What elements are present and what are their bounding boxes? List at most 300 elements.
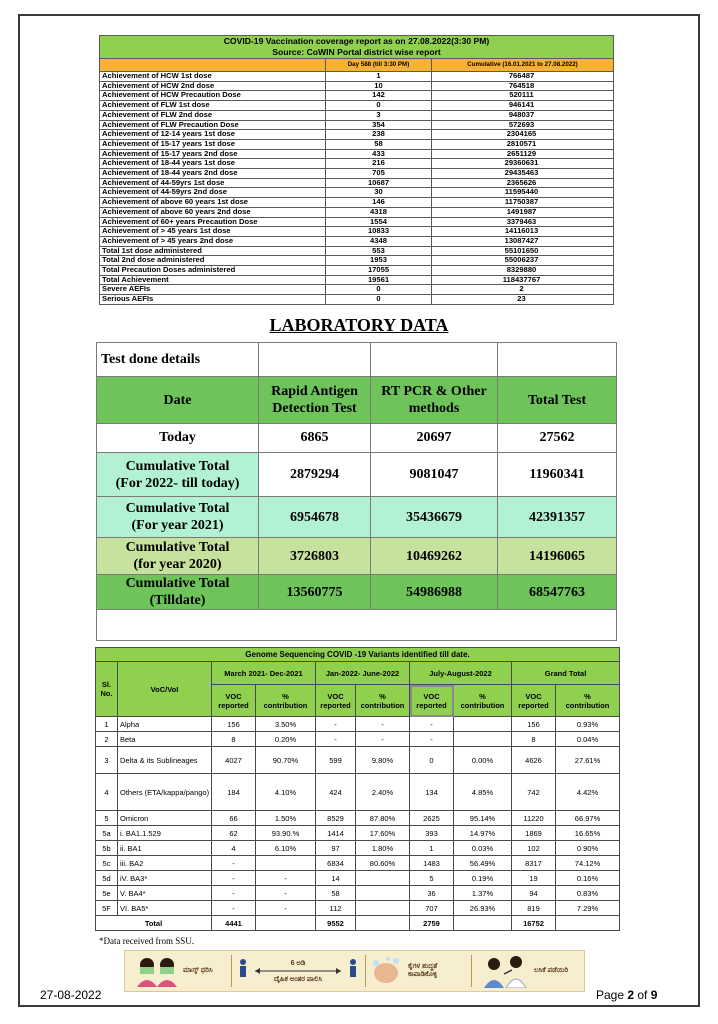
voc-line1: VOC — [225, 691, 242, 701]
header-rapid-line2: Detection Test — [272, 401, 357, 416]
vaccination-cumulative-value: 118437767 — [432, 275, 614, 285]
vaccination-cumulative-value: 11750387 — [432, 198, 614, 208]
header-period: July-August-2022 — [410, 662, 512, 685]
lab-date-line2: (for year 2020) — [133, 557, 222, 572]
vaccination-icon — [480, 954, 530, 988]
variant-voc: 1869 — [512, 826, 556, 841]
variant-sl: 5a — [96, 826, 118, 841]
vaccination-label: Achievement of 44-59yrs 2nd dose — [100, 188, 326, 198]
variant-pct: 14.97% — [454, 826, 512, 841]
empty-cell — [259, 343, 371, 377]
variant-voc: - — [316, 732, 356, 747]
variant-voc: 184 — [212, 774, 256, 811]
header-voc-voi: VoC/VoI — [118, 662, 212, 717]
variant-sl: 5c — [96, 856, 118, 871]
variant-pct: - — [256, 871, 316, 886]
variant-pct: 80.60% — [356, 856, 410, 871]
vaccination-row — [100, 246, 614, 256]
variant-pct: 74.12% — [556, 856, 620, 871]
vaccination-day-value: 10 — [326, 81, 432, 91]
vaccination-row — [100, 159, 614, 169]
variant-pct — [356, 871, 410, 886]
total-voc: 4441 — [212, 916, 256, 931]
vaccination-cumulative-value: 29435463 — [432, 169, 614, 179]
vaccination-row — [100, 198, 614, 208]
variant-pct: 0.19% — [454, 871, 512, 886]
genome-table — [95, 647, 620, 931]
total-voc: 2759 — [410, 916, 454, 931]
vaccination-label: Achievement of FLW Precaution Dose — [100, 120, 326, 130]
variant-name: ii. BA1 — [118, 841, 212, 856]
voc-line2: reported — [518, 700, 549, 710]
vaccination-label: Total 2nd dose administered — [100, 256, 326, 266]
variant-voc: 66 — [212, 811, 256, 826]
vaccination-cumulative-value: 14116013 — [432, 227, 614, 237]
lab-rtpcr-value: 54986988 — [371, 575, 498, 610]
lab-date-cell — [97, 575, 259, 610]
voc-line1: VOC — [525, 691, 542, 701]
header-sl-no: Sl. No. — [96, 662, 118, 717]
variant-voc: 134 — [410, 774, 454, 811]
banner-vaccine-text: ಲಸಿಕೆ ಪಡೆಯಿರಿ — [534, 967, 569, 974]
variant-name: Alpha — [118, 717, 212, 732]
variant-row — [96, 811, 620, 826]
vaccination-cumulative-value: 55101650 — [432, 246, 614, 256]
variant-pct: - — [356, 717, 410, 732]
pct-line1: % — [282, 691, 289, 701]
variant-pct: 0.00% — [454, 747, 512, 774]
header-period: Grand Total — [512, 662, 620, 685]
handwash-icon — [368, 955, 404, 987]
variant-sl: 5F — [96, 901, 118, 916]
lab-rtpcr-value: 35436679 — [371, 497, 498, 538]
vaccination-day-value: 146 — [326, 198, 432, 208]
variant-row — [96, 747, 620, 774]
variant-sl: 1 — [96, 717, 118, 732]
vaccination-cumulative-value: 764518 — [432, 81, 614, 91]
vaccination-row — [100, 149, 614, 159]
variant-voc: 8529 — [316, 811, 356, 826]
header-total-test: Total Test — [498, 377, 617, 424]
variant-voc: - — [212, 886, 256, 901]
variant-pct: 1.80% — [356, 841, 410, 856]
vaccination-source: Source: CoWIN Portal district wise report — [100, 47, 614, 59]
lab-date-line2: (For year 2021) — [131, 518, 224, 533]
vaccination-row — [100, 178, 614, 188]
total-label: Total — [96, 916, 212, 931]
laboratory-table — [96, 342, 617, 641]
variant-voc: 1414 — [316, 826, 356, 841]
header-rtpcr-line1: RT PCR & Other — [381, 384, 487, 399]
lab-rapid-value: 6954678 — [259, 497, 371, 538]
variant-voc: 8 — [512, 732, 556, 747]
variant-row — [96, 841, 620, 856]
vaccination-cumulative-value: 946141 — [432, 101, 614, 111]
variant-voc: 819 — [512, 901, 556, 916]
variant-voc: 36 — [410, 886, 454, 901]
vaccination-label: Achievement of 60+ years Precaution Dose — [100, 217, 326, 227]
vaccination-row — [100, 130, 614, 140]
variant-pct: - — [256, 886, 316, 901]
variant-voc: 8317 — [512, 856, 556, 871]
vaccination-day-value: 354 — [326, 120, 432, 130]
variant-row — [96, 732, 620, 747]
variant-pct: 17.60% — [356, 826, 410, 841]
lab-row — [97, 497, 617, 538]
footer-date: 27-08-2022 — [40, 988, 102, 1002]
test-done-label: Test done details — [97, 343, 259, 377]
banner-mask-text: ಮಾಸ್ಕ್ ಧರಿಸಿ — [183, 967, 213, 974]
vaccination-cumulative-value: 2365626 — [432, 178, 614, 188]
pct-line2: contribution — [460, 700, 505, 710]
handwash-segment — [367, 951, 469, 991]
distance-segment — [233, 951, 363, 991]
lab-empty-row — [97, 610, 617, 641]
header-voc-reported — [410, 685, 454, 717]
lab-row — [97, 453, 617, 497]
header-rapid-antigen — [259, 377, 371, 424]
variant-voc: 393 — [410, 826, 454, 841]
variant-voc: - — [212, 871, 256, 886]
header-voc-reported — [316, 685, 356, 717]
variant-voc: 4626 — [512, 747, 556, 774]
vaccine-segment — [473, 951, 581, 991]
variant-voc: 2625 — [410, 811, 454, 826]
vaccination-cumulative-value: 23 — [432, 295, 614, 305]
lab-rapid-value: 13560775 — [259, 575, 371, 610]
variant-name: VI. BA5* — [118, 901, 212, 916]
vaccination-day-value: 58 — [326, 139, 432, 149]
vaccination-label: Total Precaution Doses administered — [100, 266, 326, 276]
vaccination-label: Achievement of HCW 1st dose — [100, 72, 326, 82]
vaccination-cumulative-value: 2304165 — [432, 130, 614, 140]
lab-date-line1: Cumulative Total — [125, 576, 230, 591]
header-period: March 2021- Dec-2021 — [212, 662, 316, 685]
vaccination-label: Achievement of 44-59yrs 1st dose — [100, 178, 326, 188]
pct-line1: % — [479, 691, 486, 701]
header-percent-contribution — [454, 685, 512, 717]
vaccination-cumulative-value: 55006237 — [432, 256, 614, 266]
vaccination-label: Achievement of 15-17 years 1st dose — [100, 139, 326, 149]
variant-pct: 3.50% — [256, 717, 316, 732]
variant-pct: - — [356, 732, 410, 747]
variant-pct: 7.29% — [556, 901, 620, 916]
voc-line2: reported — [320, 700, 351, 710]
variant-voc: 8 — [212, 732, 256, 747]
variant-sl: 5d — [96, 871, 118, 886]
vaccination-day-value: 1554 — [326, 217, 432, 227]
variant-pct: 56.49% — [454, 856, 512, 871]
vaccination-label: Achievement of above 60 years 2nd dose — [100, 207, 326, 217]
variant-row — [96, 826, 620, 841]
vaccination-label: Achievement of 18-44 years 2nd dose — [100, 169, 326, 179]
variant-voc: - — [410, 732, 454, 747]
empty-cell — [356, 916, 410, 931]
page-number — [596, 988, 657, 1002]
variant-pct: 6.10% — [256, 841, 316, 856]
mask-segment — [129, 951, 229, 991]
variant-pct: 16.65% — [556, 826, 620, 841]
banner-handwash-text: ಕೈಗಳ ಶುದ್ಧತೆ ಕಾಪಾಡಿಕೊಳ್ಳಿ — [408, 963, 438, 978]
lab-rtpcr-value: 10469262 — [371, 538, 498, 575]
vaccination-label: Total Achievement — [100, 275, 326, 285]
vaccination-cumulative-value: 1491987 — [432, 207, 614, 217]
variant-row — [96, 774, 620, 811]
vaccination-row — [100, 139, 614, 149]
banner-divider — [471, 955, 472, 987]
pct-line2: contribution — [360, 700, 405, 710]
variant-pct — [454, 732, 512, 747]
pct-line1: % — [584, 691, 591, 701]
empty-cell — [97, 610, 617, 641]
vaccination-header-cumulative: Cumulative (16.01.2021 to 27.08.2022) — [432, 59, 614, 72]
pct-line2: contribution — [263, 700, 308, 710]
vaccination-title: COVID-19 Vaccination coverage report as on 27.08.2022(3:30 PM) — [100, 36, 614, 48]
empty-cell — [454, 916, 512, 931]
vaccination-row — [100, 72, 614, 82]
variant-pct: 9.80% — [356, 747, 410, 774]
variant-pct: 0.03% — [454, 841, 512, 856]
vaccination-cumulative-value: 766487 — [432, 72, 614, 82]
variant-pct: 0.90% — [556, 841, 620, 856]
vaccination-label: Achievement of > 45 years 1st dose — [100, 227, 326, 237]
vaccination-label: Achievement of HCW 2nd dose — [100, 81, 326, 91]
vaccination-day-value: 142 — [326, 91, 432, 101]
variant-voc: 5 — [410, 871, 454, 886]
pct-line2: contribution — [565, 700, 610, 710]
vaccination-day-value: 19561 — [326, 275, 432, 285]
vaccination-cumulative-value: 29360631 — [432, 159, 614, 169]
lab-date-line1: Cumulative Total — [125, 501, 230, 516]
variant-row — [96, 886, 620, 901]
variant-voc: 6834 — [316, 856, 356, 871]
header-percent-contribution — [256, 685, 316, 717]
variant-pct — [356, 901, 410, 916]
lab-rapid-value: 6865 — [259, 424, 371, 453]
variant-sl: 5e — [96, 886, 118, 901]
variant-voc: 112 — [316, 901, 356, 916]
variant-name: iV. BA3* — [118, 871, 212, 886]
variant-pct: 0.20% — [256, 732, 316, 747]
vaccination-label: Achievement of 18-44 years 1st dose — [100, 159, 326, 169]
variant-pct: 1.50% — [256, 811, 316, 826]
variant-pct: 4.42% — [556, 774, 620, 811]
variant-voc: - — [410, 717, 454, 732]
variant-sl: 4 — [96, 774, 118, 811]
variant-voc: 0 — [410, 747, 454, 774]
lab-rtpcr-value: 9081047 — [371, 453, 498, 497]
variant-voc: 102 — [512, 841, 556, 856]
vaccination-label: Achievement of 15-17 years 2nd dose — [100, 149, 326, 159]
vaccination-label: Achievement of FLW 2nd dose — [100, 110, 326, 120]
lab-date-line2: (Tilldate) — [149, 593, 206, 608]
variant-voc: 58 — [316, 886, 356, 901]
voc-line2: reported — [218, 700, 249, 710]
variant-voc: 14 — [316, 871, 356, 886]
lab-date-line1: Cumulative Total — [125, 540, 230, 555]
lab-date-cell — [97, 538, 259, 575]
vaccination-label: Total 1st dose administered — [100, 246, 326, 256]
banner-divider — [231, 955, 232, 987]
variant-name: Omicron — [118, 811, 212, 826]
banner-divider — [365, 955, 366, 987]
variant-voc: 742 — [512, 774, 556, 811]
header-voc-reported — [212, 685, 256, 717]
variant-pct: 0.83% — [556, 886, 620, 901]
variant-voc: 19 — [512, 871, 556, 886]
lab-rtpcr-value: 20697 — [371, 424, 498, 453]
variant-row — [96, 871, 620, 886]
vaccination-label: Achievement of > 45 years 2nd dose — [100, 236, 326, 246]
variant-voc: 62 — [212, 826, 256, 841]
variant-row — [96, 717, 620, 732]
variant-name: V. BA4* — [118, 886, 212, 901]
vaccination-cumulative-value: 2 — [432, 285, 614, 295]
vaccination-cumulative-value: 2810571 — [432, 139, 614, 149]
empty-cell — [256, 916, 316, 931]
vaccination-label: Achievement of 12-14 years 1st dose — [100, 130, 326, 140]
lab-row — [97, 575, 617, 610]
lab-date-cell: Today — [97, 424, 259, 453]
vaccination-label: Achievement of HCW Precaution Dose — [100, 91, 326, 101]
vaccination-day-value: 3 — [326, 110, 432, 120]
variant-voc: 11220 — [512, 811, 556, 826]
header-date: Date — [97, 377, 259, 424]
variant-name: i. BA1.1.529 — [118, 826, 212, 841]
variant-name: Delta & its Sublineages — [118, 747, 212, 774]
empty-cell — [556, 916, 620, 931]
voc-line1: VOC — [327, 691, 344, 701]
page-of: of — [634, 988, 651, 1002]
vaccination-row — [100, 81, 614, 91]
variant-pct: 26.93% — [454, 901, 512, 916]
vaccination-row — [100, 207, 614, 217]
lab-total-value: 27562 — [498, 424, 617, 453]
vaccination-day-value: 4348 — [326, 236, 432, 246]
lab-row — [97, 424, 617, 453]
vaccination-row — [100, 110, 614, 120]
awareness-banner — [124, 950, 585, 992]
variant-pct: 95.14% — [454, 811, 512, 826]
variant-sl: 3 — [96, 747, 118, 774]
variant-voc: 4027 — [212, 747, 256, 774]
lab-total-value: 68547763 — [498, 575, 617, 610]
variant-voc: 4 — [212, 841, 256, 856]
lab-rapid-value: 2879294 — [259, 453, 371, 497]
header-percent-contribution — [356, 685, 410, 717]
vaccination-day-value: 433 — [326, 149, 432, 159]
vaccination-row — [100, 266, 614, 276]
vaccination-row — [100, 295, 614, 305]
header-percent-contribution — [556, 685, 620, 717]
lab-total-value: 42391357 — [498, 497, 617, 538]
vaccination-day-value: 0 — [326, 285, 432, 295]
vaccination-row — [100, 91, 614, 101]
vaccination-day-value: 705 — [326, 169, 432, 179]
vaccination-label: Achievement of FLW 1st dose — [100, 101, 326, 111]
vaccination-row — [100, 256, 614, 266]
variant-pct: 0.04% — [556, 732, 620, 747]
laboratory-title: LABORATORY DATA — [269, 315, 449, 335]
voc-line1: VOC — [423, 691, 440, 701]
lab-date-line2: (For 2022- till today) — [115, 475, 240, 491]
vaccination-row — [100, 101, 614, 111]
vaccination-row — [100, 227, 614, 237]
variant-voc: 424 — [316, 774, 356, 811]
vaccination-table — [99, 35, 614, 305]
empty-cell — [371, 343, 498, 377]
vaccination-day-value: 10833 — [326, 227, 432, 237]
vaccination-day-value: 0 — [326, 101, 432, 111]
variant-name: iii. BA2 — [118, 856, 212, 871]
lab-date-line1: Cumulative Total — [125, 458, 230, 474]
vaccination-cumulative-value: 13087427 — [432, 236, 614, 246]
footnote: *Data received from SSU. — [99, 936, 194, 946]
vaccination-day-value: 238 — [326, 130, 432, 140]
header-rtpcr-line2: methods — [408, 401, 460, 416]
page-prefix: Page — [596, 988, 628, 1002]
variant-voc: 94 — [512, 886, 556, 901]
empty-cell — [498, 343, 617, 377]
vaccination-day-value: 0 — [326, 295, 432, 305]
voc-line2: reported — [416, 700, 447, 710]
vaccination-day-value: 1 — [326, 72, 432, 82]
total-voc: 16752 — [512, 916, 556, 931]
variant-row — [96, 901, 620, 916]
vaccination-cumulative-value: 2651129 — [432, 149, 614, 159]
vaccination-header-blank — [100, 59, 326, 72]
vaccination-row — [100, 120, 614, 130]
vaccination-cumulative-value: 11595440 — [432, 188, 614, 198]
genome-title: Genome Sequencing COVID -19 Variants identified till date. — [96, 648, 620, 662]
vaccination-label: Achievement of above 60 years 1st dose — [100, 198, 326, 208]
vaccination-day-value: 553 — [326, 246, 432, 256]
vaccination-cumulative-value: 520111 — [432, 91, 614, 101]
variant-voc: 156 — [512, 717, 556, 732]
variant-pct: - — [256, 901, 316, 916]
header-period: Jan-2022- June-2022 — [316, 662, 410, 685]
variant-pct: 1.37% — [454, 886, 512, 901]
variant-voc: 1483 — [410, 856, 454, 871]
variant-pct: 87.80% — [356, 811, 410, 826]
variant-name: Others (ETA/kappa/pango) — [118, 774, 212, 811]
vaccination-day-value: 216 — [326, 159, 432, 169]
page-total: 9 — [650, 988, 658, 1002]
variant-sl: 2 — [96, 732, 118, 747]
banner-distance-value: 6 ಅಡಿ — [290, 960, 306, 967]
variant-sl: 5 — [96, 811, 118, 826]
variant-pct: 0.16% — [556, 871, 620, 886]
vaccination-cumulative-value: 3379463 — [432, 217, 614, 227]
total-voc: 9552 — [316, 916, 356, 931]
variant-pct: 0.93% — [556, 717, 620, 732]
variant-pct: 4.85% — [454, 774, 512, 811]
variant-pct: 90.70% — [256, 747, 316, 774]
vaccination-label: Severe AEFIs — [100, 285, 326, 295]
variant-voc: - — [212, 901, 256, 916]
vaccination-row — [100, 236, 614, 246]
lab-total-value: 11960341 — [498, 453, 617, 497]
vaccination-header-day: Day 588 (till 3:30 PM) — [326, 59, 432, 72]
pct-line1: % — [379, 691, 386, 701]
banner-distance-text: ದೈಹಿಕ ಅಂತರ ಪಾಲಿಸಿ — [273, 976, 323, 983]
variant-voc: - — [212, 856, 256, 871]
vaccination-cumulative-value: 948037 — [432, 110, 614, 120]
vaccination-day-value: 1953 — [326, 256, 432, 266]
variant-pct — [454, 717, 512, 732]
vaccination-row — [100, 169, 614, 179]
lab-date-cell — [97, 497, 259, 538]
